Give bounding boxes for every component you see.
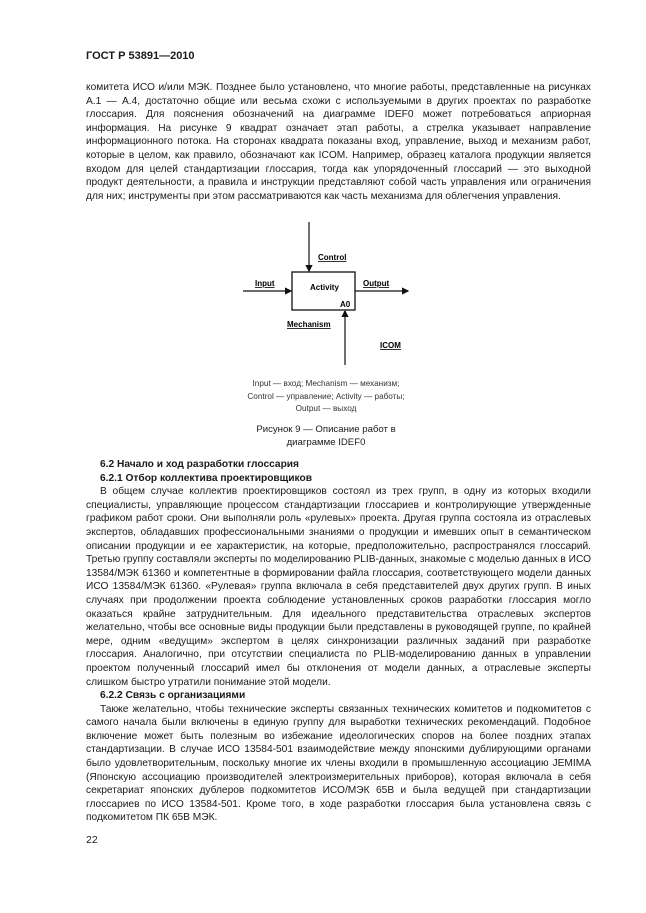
section-title: 6.2 Начало и ход разработки глоссария <box>100 459 299 470</box>
idef0-diagram <box>230 222 430 372</box>
figure-caption: Рисунок 9 — Описание работ в диаграмме IDEF0 <box>256 424 396 448</box>
intro-section <box>86 81 591 203</box>
subsection-title: 6.2.1 Отбор коллектива проектировщиков <box>100 472 312 484</box>
node-label: A0 <box>340 300 351 309</box>
section-6-2 <box>86 458 591 825</box>
icom-label: ICOM <box>380 341 401 350</box>
input-label: Input <box>255 279 275 288</box>
figure-legend: Input — вход; Mechanism — механизм; Control — управление; Activity — работы; Output — выход <box>247 379 405 413</box>
intro-paragraph: комитета ИСО и/или МЭК. Позднее было установлено, что многие работы, представленные на рисунках А.1 — А.4, достаточно общие или весьма схожи с используемыми в других проектах по разработке глоссария. Для пояснения обозначений на диаграмме IDEF0 может потребоваться априорная информация. На рисунке 9 квадрат означает этап работы, а стрелка указывает направление информационного потока. На сторонах квадрата показаны вход, управление, выход и механизм работ, которые в целом, как правило, обозначают как ICOM. Например, образец каталога продукции является входом для целей стандартизации глоссария, тогда как упорядоченный глоссарий — это выходной продукт деятельности, а правила и инструкции представляют собой часть управления или ограничения для них; инструменты при этом рассматриваются как часть механизма для облегчения управления. <box>86 82 591 202</box>
paragraph: В общем случае коллектив проектировщиков состоял из трех групп, в одну из которых входили специалисты, управляющие процессом стандартизации глоссариев и контролирующие утвержденные графиком работ сроки. Они выполняли роль «рулевых» проекта. Другая группа состояла из отраслевых экспертов, обладавших профессиональными знаниями о продукции и имевших опыт в семантическом описании продукции и ее характеристик, на которые, предположительно, распространялся глоссарий. Третью группу составляли эксперты по моделированию PLIB-данных, знакомые с моделью данных в ИСО 13584/МЭК 61360 и компетентные в формировании файла глоссария, соответствующего модели данных ИСО 13584/МЭК 61360. «Рулевая» группа включала в себя представителей двух других групп. В иных случаях при продолжении проекта соблюдение установленных сроков разработки глоссария могло оказаться крайне затруднительным. Для идеального представительства отраслевых экспертов желательно, чтобы все основные виды продукции были представлены в руководящей группе, по крайней мере, одним «ведущим» экспертом в целях синхронизации различных заданий при разработке глоссария. Аналогично, при отсутствии специалиста по PLIB-моделированию данных в управлении проектом полученный глоссарий имел бы отклонения от модели данных, а отраслевые эксперты слишком быстро утратили понимание этой модели. <box>86 486 591 688</box>
output-label: Output <box>363 279 390 288</box>
control-label: Control <box>318 253 347 262</box>
paragraph: Также желательно, чтобы технические эксперты связанных технических комитетов и подкомитетов с самого начала были включены в единую группу для выработки технических рекомендаций. Подобное включение может быть полезным во избежание идеологических споров на более поздних этапах стандартизации. В случае ИСО 13584-501 взаимодействие между японскими дублирующими органами было удовлетворительным, поскольку многие их члены входили в промышленную ассоциацию JEMIMA (Японскую ассоциацию производителей электроизмерительных приборов), которая включала в себя секретариат японских дублеров подкомитетов ИСО/МЭК 65В и была ведущей при стандартизации глоссариев по ИСО 13584-501. Кроме того, в ходе разработки глоссария была установлена связь с подкомитетом ПК 65В МЭК. <box>86 703 591 824</box>
subsection-title: 6.2.2 Связь с организациями <box>100 690 246 702</box>
mechanism-label: Mechanism <box>287 320 331 329</box>
document-header: ГОСТ Р 53891—2010 <box>86 50 195 62</box>
page-number: 22 <box>86 834 98 846</box>
activity-label: Activity <box>310 283 339 292</box>
